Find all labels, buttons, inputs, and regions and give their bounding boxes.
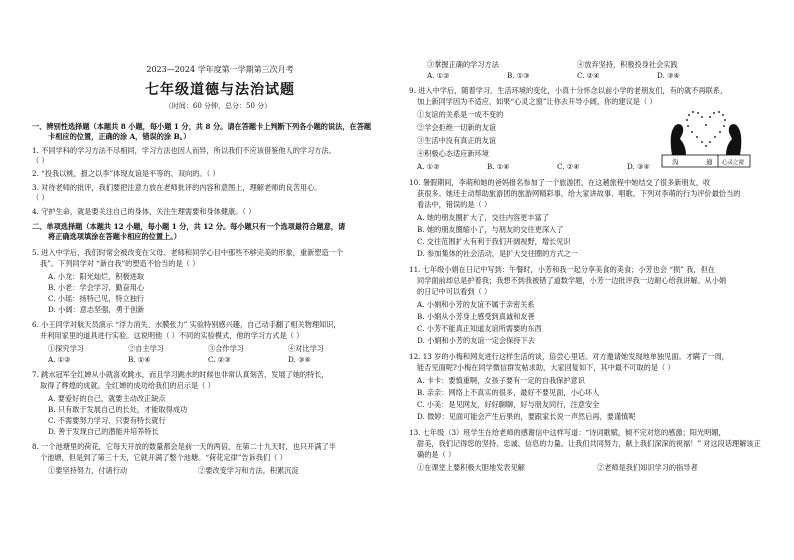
question-3: 3. 对待老师的批评，我们要把注意力放在老师批评的内容和意图上，理解老师的良苦用心。	[32, 183, 322, 192]
q5-option-b: B. 小老：学会学习，勤奋用心	[48, 283, 145, 292]
q11-option-a: A. 小娟和小芳的友谊不属于亲密关系	[417, 300, 535, 309]
q6-statement-1: ①探究学习	[48, 344, 84, 353]
q12-option-c: C. 小美：是见网友，好好聊聊，好与朋友同行，注意安全	[417, 400, 600, 409]
q12-option-d: D. 微婷：见面可能会产生后果的，要跟家长说一声然后再，要谨慎呢	[417, 412, 636, 421]
heart-window-illustration	[658, 103, 754, 169]
q9-choice-b: B. ①④	[487, 162, 510, 171]
main-title: 七年级道德与法治试题	[145, 82, 295, 98]
heart-window-figure	[658, 103, 754, 169]
q7-option-b: B. 只有敢于发展自己的长处，才能取得成功	[48, 405, 188, 414]
q6-statement-2: ②自主学习	[128, 344, 164, 353]
q10-option-d: D. 参加集体的社会活动，是扩大交往圈的方式之一	[417, 249, 579, 258]
q7-option-d: D. 善于发现自己的潜能并培养特长	[48, 427, 159, 436]
q8-statement-1: ①要坚持努力，付诸行动	[48, 466, 128, 475]
q8-statement-4: ④放弃坚持，积极投身社会实践	[577, 60, 678, 69]
q8-statement-2: ②要改变学习和方法，积累沉淀	[198, 466, 299, 475]
q9-statement-2: ②学会拒绝一切新的友谊	[417, 123, 497, 132]
heart-outline	[686, 111, 726, 147]
q11-option-d: D. 小娟和小芳的友谊一定会保持下去	[417, 336, 535, 345]
question-11-line2: 同学面前却总是护着我；我想不到我被错了道数学题，小芳一边批评我一边耐心给我讲解。从小娟	[417, 276, 727, 285]
q10-option-c: C. 交往范围扩大有利于我们开阔视野，增长见识	[417, 237, 571, 246]
q12-option-a: A. 卡卡：要慎重啊，女孩子要有一定的自我保护意识	[417, 376, 585, 385]
question-5-line2: 我”。下列同学对 “新自我”的塑造不恰当的是（ ）	[40, 259, 200, 268]
section2-heading: 二、单项选择题（本题共 12 小题，每小题 1 分，共 12 分。每小题只有一个选项最符合题意，请	[32, 222, 346, 231]
question-7-line2: 取得了辉煌的成就。全红婵的成功给我们的启示是（ ）	[40, 381, 215, 390]
question-11-line3: 的日记中可以看到（ ）	[417, 287, 492, 296]
q13-statement-1: ①在课堂上要积极大胆地发表见解	[417, 463, 525, 472]
q9-choice-d: D. ③④	[627, 162, 650, 171]
q6-choice-b: B. ①④	[128, 355, 151, 364]
question-8: 8. 一个池塘里的荷花，它每天开放的数量都会是前一天的两倍，在第二十九天时，也只开满了半	[32, 442, 336, 451]
q8-statement-3: ③掌握正确的学习方法	[427, 60, 499, 69]
question-13: 13. 七年级（3）班学生在给老师的感谢信中这样写道：“诗词歌赋，倾不完对您的感激；阳光明媚，	[409, 428, 726, 437]
question-7: 7. 跳水冠军全红婵从小就喜欢跳水，而且学习跳水的时候也非常认真刻苦，发展了她的特长，	[32, 370, 329, 379]
q7-option-a: A. 要爱好的自己，就要主动改正缺点	[48, 394, 166, 403]
exam-title: 2023—2024 学年度第一学期第三次月考	[146, 65, 294, 74]
question-11: 11. 七年级小娟在日记中写到：午餐时，小芳和我一起分享美食的美食；小芳也会 “损” 我，但在	[409, 265, 715, 274]
q9-statement-3: ③生活中没有真正的友谊	[417, 136, 497, 145]
question-6: 6. 小王同学对航天员演示 “浮力消失、水膜张力” 实验特别感兴趣，自己动手翻了相关物理知识，	[32, 320, 341, 329]
q13-statement-2: ②老师是我们知识学习的指导者	[597, 463, 698, 472]
q9-statement-1: ①友谊的关系是一成不变的	[417, 110, 504, 119]
section1-heading-2: 卡相应的位置，正确的涂 A，错误的涂 B。）	[48, 132, 191, 141]
q6-choice-a: A. ①②	[48, 355, 71, 364]
q12-option-b: B. 亲亲：网络上不真实的很多，最好不要见面，小心坏人	[417, 388, 600, 397]
q6-choice-c: C. ②③	[208, 355, 231, 364]
exam-meta: （时间：60 分钟，总分：50 分）	[164, 102, 272, 110]
question-4: 4. 守护生命，就是要关注自己的身体，关注生理需要和身体健康。（ ）	[32, 207, 256, 216]
q11-option-c: C. 小芳不能真正知道友谊所需要的东西	[417, 324, 542, 333]
q9-choice-a: A. ①②	[417, 162, 440, 171]
q9-choice-c: C. ②④	[557, 162, 580, 171]
q8-choice-c: C. ②④	[577, 71, 600, 80]
question-3-paren: （ ）	[32, 193, 49, 202]
q6-choice-d: D. ③④	[288, 355, 311, 364]
right-person-silhouette	[726, 124, 741, 155]
q8-choice-a: A. ①②	[427, 71, 450, 80]
q10-option-b: B. 她的朋友圈缩小了，与朋友的交往更深入了	[417, 225, 564, 234]
question-12-line2: 能否见面呢?小梅在同学微信群发帖求助，大家回复如下，其中最不可取的是（ ）	[417, 363, 675, 372]
q5-option-d: D. 小阔：意志坚强，勇于创新	[48, 305, 145, 314]
question-10: 10. 暑假期间，李萌和她的爸妈报名参加了一个旅游团，在这趟旅程中她结交了很多新朋友，收	[409, 178, 711, 187]
question-1-paren: （ ）	[32, 156, 49, 165]
figure-caption: 心灵之窗	[722, 160, 745, 166]
question-9: 9. 进入中学后，随着学习、生活环境的变化，小真十分怀念以前小学的老朋友们，有的就不再联系，	[409, 86, 728, 95]
question-1: 1. 不同学科的学习方法不尽相同，学习方法也因人而异，所以我们不应该借鉴他人的学习方法。	[32, 146, 336, 155]
q9-statement-4: ④积极心态适应新环境	[417, 149, 489, 158]
question-5: 5. 进入中学后，我们时常会被改变在父母、老师和同学心目中那些不够完美的形象，重新塑造一个	[32, 248, 344, 257]
question-12: 12. 13 岁的小梅和网友进行这样生活的谈，倍尝心里话。对方邀请她发现地单独见面。才瞒了一周，	[409, 352, 729, 361]
q5-option-a: A. 小龙：阳光灿烂，积极进取	[48, 272, 145, 281]
section2-heading-2: 将正确选项填涂在答题卡相应的位置上。）	[48, 232, 181, 241]
left-person-silhouette	[671, 124, 686, 155]
question-10-line3: 看法中，错误的是（ ）	[417, 200, 492, 209]
q8-choice-d: D. ③④	[657, 71, 680, 80]
q5-option-c: C. 小瑶：扬特己见，特立独行	[48, 294, 145, 303]
question-13-line3: 确的是（ ）	[417, 450, 456, 459]
question-9-line2: 加上新同学因为不适应，如果“心灵之窗”让你去开导小阔，你的建议是（ ）	[417, 97, 657, 106]
q11-option-b: B. 小娟从小芳身上感受到真诚和友善	[417, 312, 535, 321]
q6-statement-4: ④对比学习	[288, 344, 324, 353]
figure-label-right: 通	[706, 158, 713, 166]
figure-label-left: 沟	[672, 158, 679, 166]
question-10-line2: 获很多。她还主动帮助旅游团的旅游网精彩事，给大家讲故事、唱歌。下列对李萌的行为评价最恰当的	[417, 189, 741, 198]
q6-statement-3: ③合作学习	[208, 344, 244, 353]
q10-option-a: A. 她的朋友圈扩大了，交往内容更丰富了	[417, 213, 549, 222]
question-8-line2: 个池塘，但是到了第三十天，它就开满了整个池塘。“荷花定律”告诉我们（ ）	[40, 453, 287, 462]
question-2: 2. “投我以桃，报之以李”体现友谊是平等的、双向的。（ ）	[32, 169, 220, 178]
q7-option-c: C. 不需要努力学习，只要有特长就行	[48, 416, 166, 425]
question-13-line2: 甜美，我们记得您的坚持、忠诚、信息的力量。让我们共同努力，献上我们深深的祝福！” 对这段话理解该正	[417, 439, 761, 448]
section1-heading: 一、辨别性选择题（本题共 8 小题，每小题 1 分，共 8 分。请在答题卡上判断下列各小题的说法，在答题	[32, 122, 372, 131]
q8-choice-b: B. ①③	[507, 71, 530, 80]
question-6-line2: 并利用家里的道具进行实验。这说明他（ ）不同的实验模式，他的学习方式是（ ）	[40, 331, 304, 340]
